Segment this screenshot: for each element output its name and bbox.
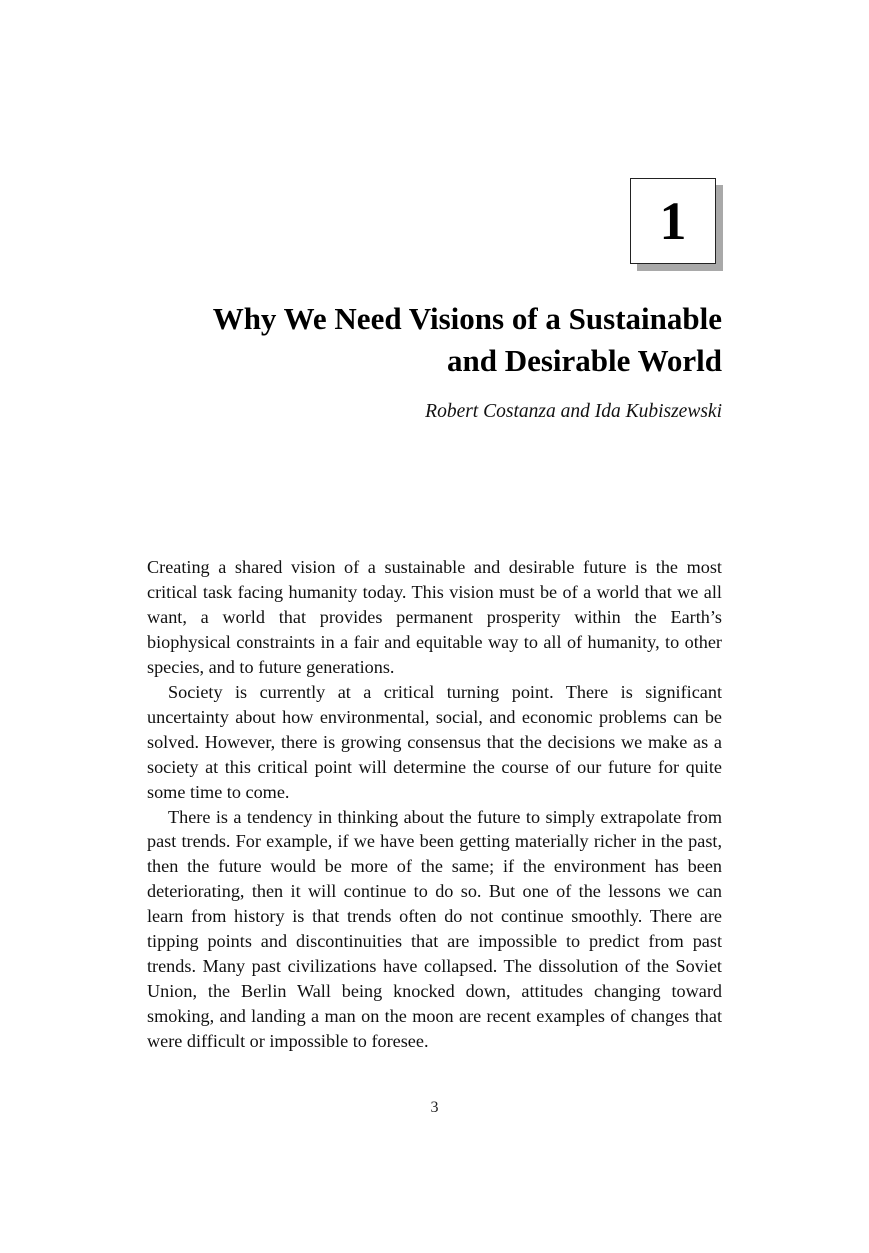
paragraph-1: Creating a shared vision of a sustainable and desirable future is the most critical task facing humanity today. This vision must be of a world that we all want, a world that provides permanent prosperity within the Earth’s biophysical constraints in a fair and equitable way to all of humanity, to other species, and to future generations. bbox=[147, 557, 722, 677]
paragraph-2: Society is currently at a critical turning point. There is significant uncertainty about how environmental, social, and economic problems can be solved. However, there is growing consensus that the decisions we make as a society at this critical point will determine the course of our future for quite some time to come. bbox=[147, 681, 722, 802]
chapter-authors: Robert Costanza and Ida Kubiszewski bbox=[425, 401, 722, 422]
body-text bbox=[147, 555, 722, 1054]
chapter-title-line-2: and Desirable World bbox=[446, 343, 722, 378]
chapter-title bbox=[122, 298, 722, 382]
chapter-number-box bbox=[630, 178, 716, 264]
page-number: 3 bbox=[430, 1099, 439, 1116]
paragraph-3: There is a tendency in thinking about the future to simply extrapolate from past trends. For example, if we have been getting materially richer in the past, then the future would be more of the same; if the environment has been deteriorating, then it will continue to do so. But one of the lessons we can learn from history is that trends often do not continue smoothly. There are tipping points and discontinuities that are impossible to predict from past trends. Many past civilizations have collapsed. The dissolution of the Soviet Union, the Berlin Wall being knocked down, attitudes changing toward smoking, and landing a man on the moon are recent examples of changes that were difficult or impossible to foresee. bbox=[147, 806, 722, 1052]
chapter-title-line-1: Why We Need Visions of a Sustainable bbox=[212, 301, 722, 336]
chapter-number: 1 bbox=[630, 178, 716, 264]
